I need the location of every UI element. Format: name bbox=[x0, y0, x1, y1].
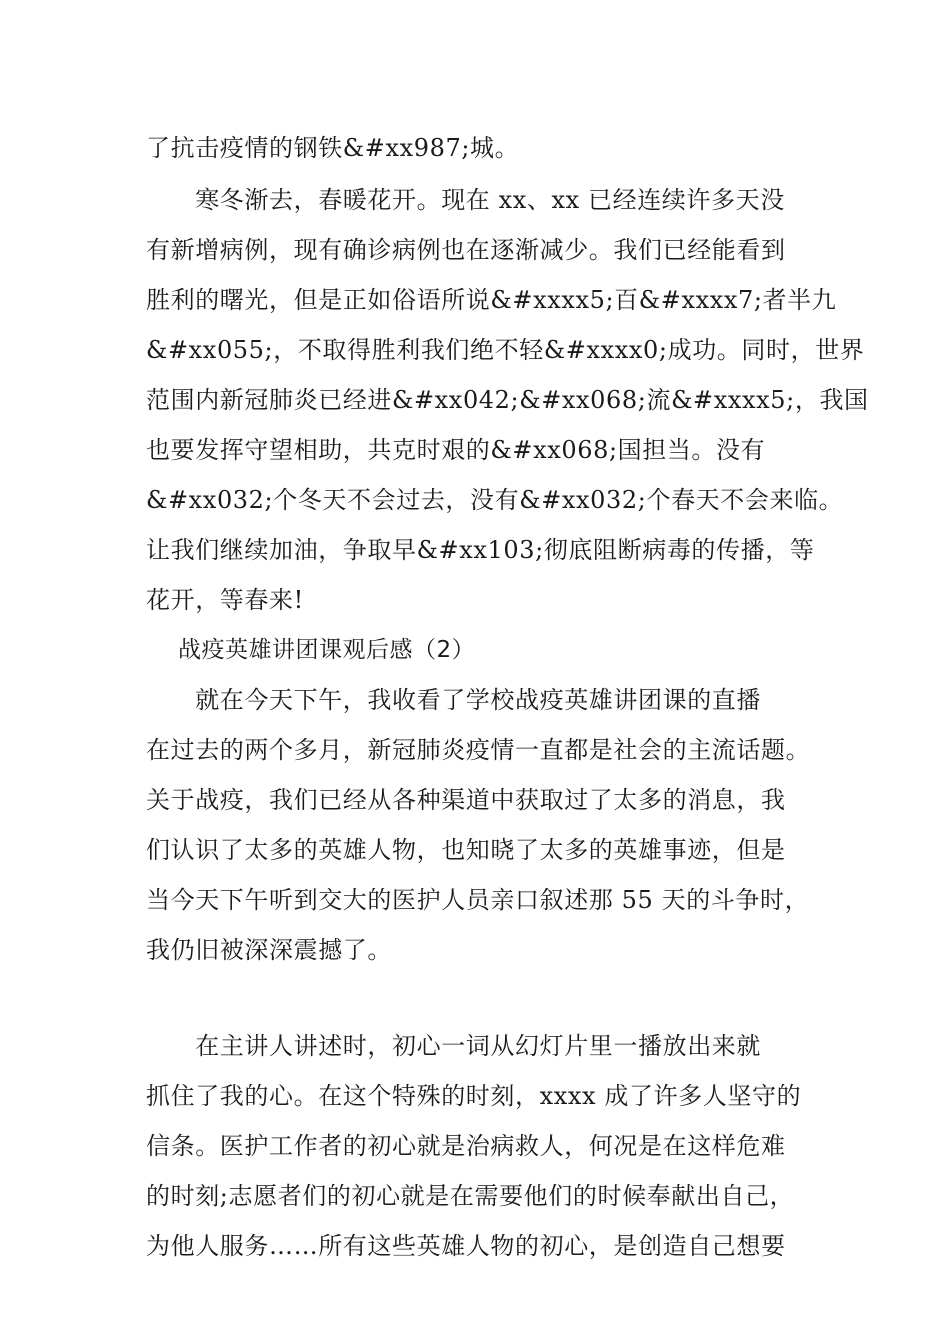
text-line: 关于战疫，我们已经从各种渠道中获取过了太多的消息，我 bbox=[146, 786, 786, 814]
section-heading: 战疫英雄讲团课观后感（2） bbox=[178, 637, 476, 663]
text-line: 了抗击疫情的钢铁&#xx987;城。 bbox=[146, 134, 520, 162]
text-line: 花开，等春来! bbox=[146, 586, 304, 614]
text-line: 的时刻;志愿者们的初心就是在需要他们的时候奉献出自己， bbox=[146, 1182, 795, 1210]
text-line: 在主讲人讲述时，初心一词从幻灯片里一播放出来就 bbox=[146, 1032, 761, 1060]
text-line: 为他人服务……所有这些英雄人物的初心，是创造自己想要 bbox=[146, 1232, 786, 1260]
text-line: 有新增病例，现有确诊病例也在逐渐减少。我们已经能看到 bbox=[146, 236, 786, 264]
text-line: 抓住了我的心。在这个特殊的时刻，xxxx 成了许多人坚守的 bbox=[146, 1082, 802, 1110]
text-line: 在过去的两个多月，新冠肺炎疫情一直都是社会的主流话题。 bbox=[146, 736, 811, 764]
text-line: 信条。医护工作者的初心就是治病救人，何况是在这样危难 bbox=[146, 1132, 786, 1160]
text-line: 寒冬渐去，春暖花开。现在 xx、xx 已经连续许多天没 bbox=[146, 186, 785, 214]
text-line: &#xx055;，不取得胜利我们绝不轻&#xxxx0;成功。同时，世界 bbox=[146, 336, 865, 364]
text-line: 我仍旧被深深震撼了。 bbox=[146, 936, 392, 964]
text-line: 也要发挥守望相助，共克时艰的&#xx068;国担当。没有 bbox=[146, 436, 766, 464]
text-line: 胜利的曙光，但是正如俗语所说&#xxxx5;百&#xxxx7;者半九 bbox=[146, 286, 837, 314]
text-line: 们认识了太多的英雄人物，也知晓了太多的英雄事迹，但是 bbox=[146, 836, 786, 864]
text-line: 就在今天下午，我收看了学校战疫英雄讲团课的直播 bbox=[146, 686, 761, 714]
text-line: 让我们继续加油，争取早&#xx103;彻底阻断病毒的传播，等 bbox=[146, 536, 815, 564]
text-line: 范围内新冠肺炎已经进&#xx042;&#xx068;流&#xxxx5;，我国 bbox=[146, 386, 869, 414]
text-line: 当今天下午听到交大的医护人员亲口叙述那 55 天的斗争时， bbox=[146, 886, 810, 914]
text-line: &#xx032;个冬天不会过去，没有&#xx032;个春天不会来临。 bbox=[146, 486, 844, 514]
